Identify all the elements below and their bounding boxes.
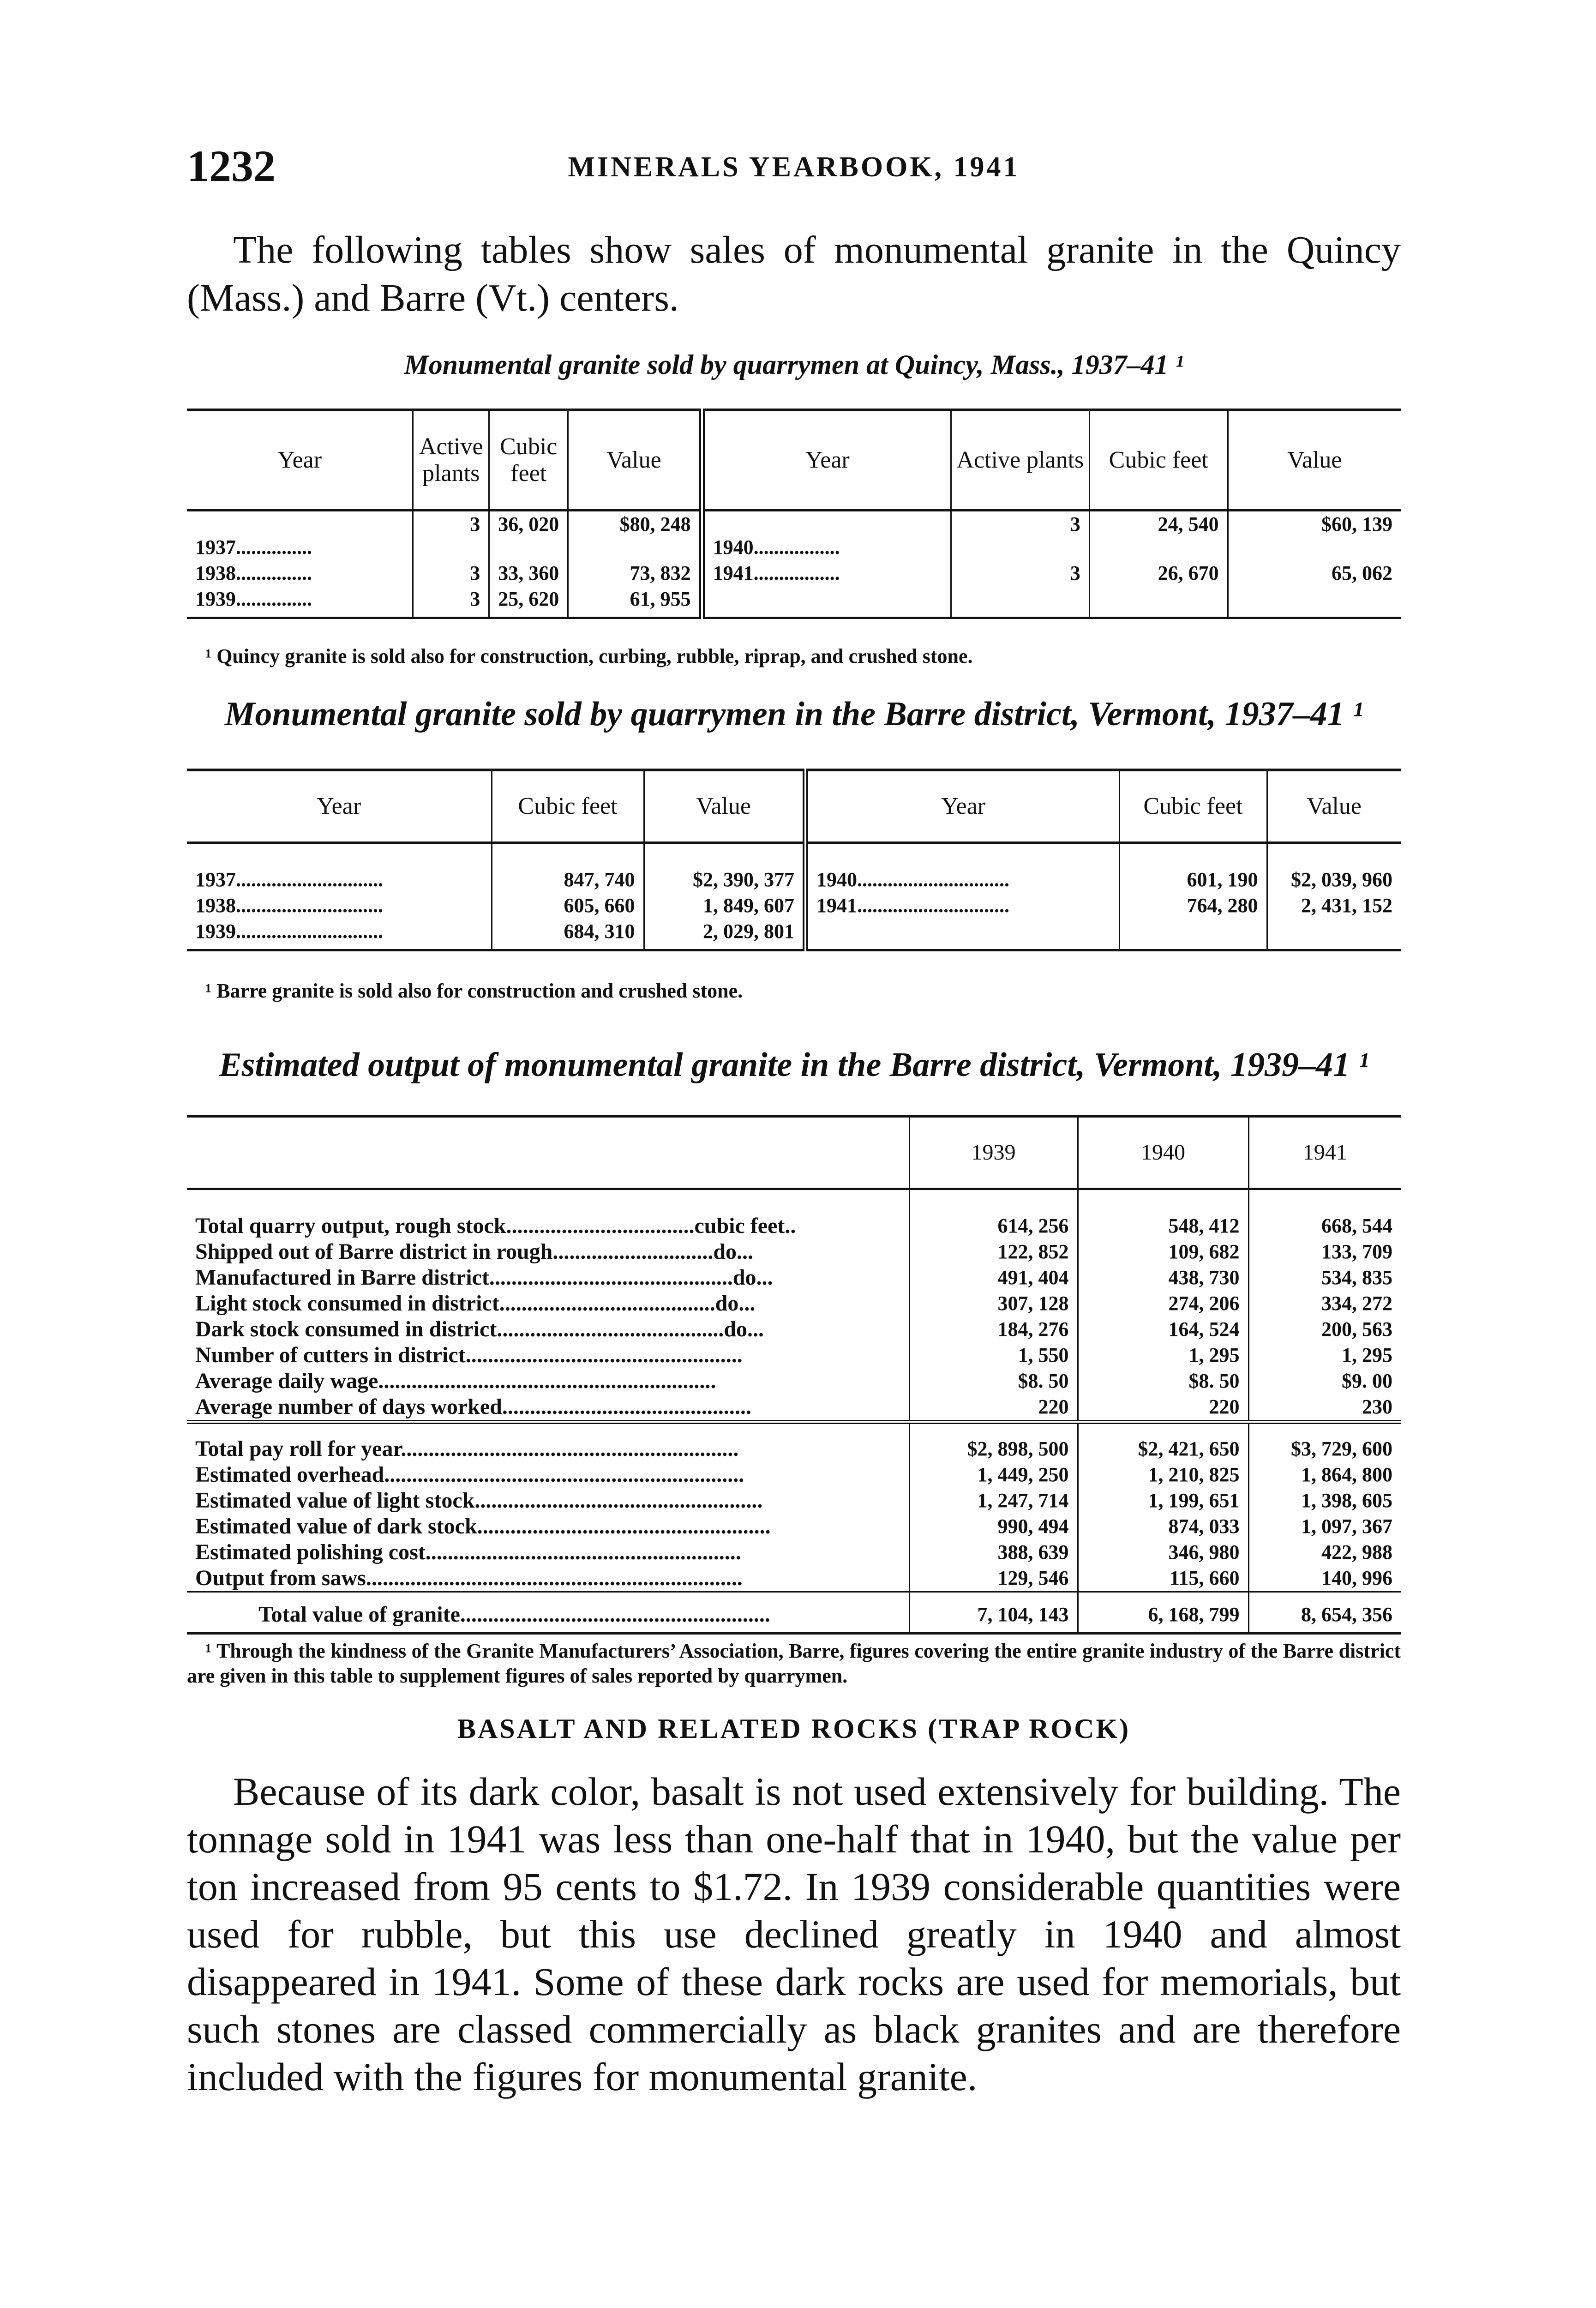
row-label: Output from saws.................................................................... bbox=[195, 1566, 743, 1590]
table-row bbox=[187, 1316, 1401, 1342]
row-label: Total pay roll for year............................................................. bbox=[187, 1422, 909, 1462]
value-1939: $8. 50 bbox=[909, 1368, 1078, 1394]
value-cell: 2, 431, 152 bbox=[1267, 893, 1401, 919]
cubic-feet-cell: 764, 280 bbox=[1119, 893, 1267, 919]
value-1940: $8. 50 bbox=[1078, 1368, 1248, 1394]
value-1941: 133, 709 bbox=[1248, 1239, 1401, 1265]
col-header: Year bbox=[277, 447, 322, 473]
quincy-table bbox=[187, 409, 1401, 619]
row-label: Estimated polishing cost......................................................... bbox=[195, 1540, 741, 1564]
value-cell: $80, 248 bbox=[568, 511, 702, 561]
year-cell: 1937............... bbox=[195, 536, 312, 559]
table-row bbox=[187, 1368, 1401, 1394]
table1-footnote: ¹ Quincy granite is sold also for construction, curbing, rubble, riprap, and crushed stone. bbox=[205, 645, 973, 667]
value-1941: 422, 988 bbox=[1248, 1539, 1401, 1565]
table-header-row bbox=[187, 770, 1401, 843]
cubic-feet-cell: 33, 360 bbox=[489, 560, 568, 586]
value-1940: 346, 980 bbox=[1078, 1539, 1248, 1565]
table-row bbox=[187, 1342, 1401, 1368]
empty-cell bbox=[1267, 919, 1401, 950]
year-cell: 1940................. bbox=[702, 511, 951, 561]
col-header: 1939 bbox=[909, 1116, 1078, 1189]
col-header: Value bbox=[644, 770, 805, 843]
value-1940: 1, 210, 825 bbox=[1078, 1462, 1248, 1488]
value-cell: 73, 832 bbox=[568, 560, 702, 586]
value-1941: 1, 398, 605 bbox=[1248, 1488, 1401, 1514]
plants-cell: 3 bbox=[413, 586, 489, 618]
table-row bbox=[187, 1265, 1401, 1291]
value-1940: 438, 730 bbox=[1078, 1265, 1248, 1291]
table-row bbox=[187, 1488, 1401, 1514]
value-1939: 1, 550 bbox=[909, 1342, 1078, 1368]
table2-caption: Monumental granite sold by quarrymen in the Barre district, Vermont, 1937–41 ¹ bbox=[224, 695, 1363, 733]
value-1939: 1, 449, 250 bbox=[909, 1462, 1078, 1488]
table3-footnote: ¹ Through the kindness of the Granite Manufacturers’ Association, Barre, figures covering the entire granite industry of the Barre district are given in this table to supplement figures of sales reported by quarrymen. bbox=[187, 1640, 1401, 1687]
empty-cell bbox=[1228, 586, 1401, 618]
cubic-feet-cell: 36, 020 bbox=[489, 511, 568, 561]
value-1940: 874, 033 bbox=[1078, 1514, 1248, 1539]
cubic-feet-cell: 847, 740 bbox=[492, 843, 644, 893]
table-row bbox=[187, 919, 1401, 950]
year-cell: 1941.............................. bbox=[805, 893, 1119, 919]
value-1940: $2, 421, 650 bbox=[1078, 1422, 1248, 1462]
table-header-row bbox=[187, 410, 1401, 511]
col-header: 1941 bbox=[1248, 1116, 1401, 1189]
value-1939: 184, 276 bbox=[909, 1316, 1078, 1342]
plants-cell: 3 bbox=[951, 511, 1089, 561]
table-row bbox=[187, 511, 1401, 561]
value-1941: 534, 835 bbox=[1248, 1265, 1401, 1291]
value-1941: 334, 272 bbox=[1248, 1291, 1401, 1316]
table-row bbox=[187, 1394, 1401, 1422]
value-1940: 274, 206 bbox=[1078, 1291, 1248, 1316]
value-1940: 115, 660 bbox=[1078, 1565, 1248, 1592]
col-header: Cubic feet bbox=[489, 410, 568, 511]
col-header: Cubic feet bbox=[1089, 410, 1228, 511]
value-1939: 122, 852 bbox=[909, 1239, 1078, 1265]
value-1939: 7, 104, 143 bbox=[909, 1592, 1078, 1634]
value-1939: 220 bbox=[909, 1394, 1078, 1422]
value-1941: 230 bbox=[1248, 1394, 1401, 1422]
table1-caption: Monumental granite sold by quarrymen at Quincy, Mass., 1937–41 ¹ bbox=[404, 349, 1184, 380]
cubic-feet-cell: 24, 540 bbox=[1089, 511, 1228, 561]
section-paragraph: Because of its dark color, basalt is not used extensively for building. The tonnage sold in 1941 was less than one-half that in 1940, but the value per ton increased from 95 cents to $1.72. In 1939 considerable quantities were used for rubble, but this use declined greatly in 1940 and almost disappeared in 1941. Some of these dark rocks are used for memorials, but such stones are classed commercially as black granites and are therefore included with the figures for monumental granite. bbox=[187, 1769, 1401, 2099]
col-header: Active plants bbox=[951, 410, 1089, 511]
value-1941: 8, 654, 356 bbox=[1248, 1592, 1401, 1634]
table-row bbox=[187, 1422, 1401, 1462]
col-header: Year bbox=[805, 770, 1119, 843]
row-label: Estimated value of dark stock..................................................... bbox=[195, 1514, 771, 1539]
plants-cell: 3 bbox=[951, 560, 1089, 586]
row-label: Light stock consumed in district.......................................do... bbox=[195, 1291, 756, 1316]
empty-cell bbox=[1119, 919, 1267, 950]
section-heading: BASALT AND RELATED ROCKS (TRAP ROCK) bbox=[457, 1713, 1131, 1744]
value-1940: 6, 168, 799 bbox=[1078, 1592, 1248, 1634]
value-1941: 1, 097, 367 bbox=[1248, 1514, 1401, 1539]
value-1941: 668, 544 bbox=[1248, 1189, 1401, 1239]
value-cell: 61, 955 bbox=[568, 586, 702, 618]
value-1939: $2, 898, 500 bbox=[909, 1422, 1078, 1462]
row-label: Manufactured in Barre district............................................do... bbox=[195, 1265, 773, 1290]
col-header: Value bbox=[1267, 770, 1401, 843]
table-row bbox=[187, 1291, 1401, 1316]
page-number: 1232 bbox=[187, 141, 276, 191]
col-header: Year bbox=[702, 410, 951, 511]
value-1939: 614, 256 bbox=[909, 1189, 1078, 1239]
table-row bbox=[187, 1565, 1401, 1592]
table-row bbox=[187, 586, 1401, 618]
col-header: Cubic feet bbox=[1119, 770, 1267, 843]
value-1940: 109, 682 bbox=[1078, 1239, 1248, 1265]
value-1940: 220 bbox=[1078, 1394, 1248, 1422]
row-label: Total quarry output, rough stock..................................cubic feet.. bbox=[195, 1214, 796, 1238]
table3-caption: Estimated output of monumental granite in the Barre district, Vermont, 1939–41 ¹ bbox=[219, 1046, 1369, 1084]
year-cell: 1941................. bbox=[702, 560, 951, 586]
table-row bbox=[187, 1514, 1401, 1539]
col-header bbox=[187, 1116, 909, 1189]
col-header: 1940 bbox=[1078, 1116, 1248, 1189]
table2-footnote: ¹ Barre granite is sold also for construction and crushed stone. bbox=[205, 980, 743, 1002]
row-label: Dark stock consumed in district.........................................do... bbox=[195, 1317, 764, 1341]
value-1940: 164, 524 bbox=[1078, 1316, 1248, 1342]
value-1939: 129, 546 bbox=[909, 1565, 1078, 1592]
row-label: Number of cutters in district.................................................. bbox=[195, 1343, 743, 1367]
table-row bbox=[187, 560, 1401, 586]
plants-cell: 3 bbox=[413, 560, 489, 586]
cubic-feet-cell: 684, 310 bbox=[492, 919, 644, 950]
value-1941: 1, 295 bbox=[1248, 1342, 1401, 1368]
table-row bbox=[187, 1539, 1401, 1565]
table-row-total bbox=[187, 1592, 1401, 1634]
col-header: Year bbox=[317, 793, 361, 819]
value-cell: 65, 062 bbox=[1228, 560, 1401, 586]
value-1940: 1, 199, 651 bbox=[1078, 1488, 1248, 1514]
row-label: Average daily wage............................................................. bbox=[195, 1369, 716, 1393]
value-cell: 1, 849, 607 bbox=[644, 893, 805, 919]
empty-cell bbox=[951, 586, 1089, 618]
value-cell: 2, 029, 801 bbox=[644, 919, 805, 950]
value-1939: 307, 128 bbox=[909, 1291, 1078, 1316]
barre-output-table bbox=[187, 1115, 1401, 1635]
value-1940: 1, 295 bbox=[1078, 1342, 1248, 1368]
col-header: Active plants bbox=[413, 410, 489, 511]
year-cell: 1940.............................. bbox=[805, 843, 1119, 893]
year-cell: 1939............... bbox=[195, 588, 312, 610]
year-cell: 1937............................. bbox=[195, 868, 383, 891]
empty-cell bbox=[702, 586, 951, 618]
value-1939: 388, 639 bbox=[909, 1539, 1078, 1565]
empty-cell bbox=[1089, 586, 1228, 618]
plants-cell: 3 bbox=[413, 511, 489, 561]
cubic-feet-cell: 605, 660 bbox=[492, 893, 644, 919]
barre-table bbox=[187, 769, 1401, 951]
row-label: Estimated value of light stock.................................................... bbox=[195, 1488, 763, 1513]
row-label: Estimated overhead................................................................. bbox=[195, 1462, 744, 1487]
col-header: Value bbox=[1228, 410, 1401, 511]
value-1939: 491, 404 bbox=[909, 1265, 1078, 1291]
intro-paragraph: The following tables show sales of monumental granite in the Quincy (Mass.) and Barre (Vt.) centers. bbox=[187, 228, 1401, 319]
table-row bbox=[187, 1239, 1401, 1265]
table-row bbox=[187, 1462, 1401, 1488]
cubic-feet-cell: 26, 670 bbox=[1089, 560, 1228, 586]
table-row bbox=[187, 893, 1401, 919]
table-header-row bbox=[187, 1116, 1401, 1189]
row-label: Shipped out of Barre district in rough.............................do... bbox=[195, 1239, 754, 1264]
value-1941: $3, 729, 600 bbox=[1248, 1422, 1401, 1462]
cubic-feet-cell: 25, 620 bbox=[489, 586, 568, 618]
table-row bbox=[187, 1189, 1401, 1239]
value-1941: 200, 563 bbox=[1248, 1316, 1401, 1342]
value-1939: 990, 494 bbox=[909, 1514, 1078, 1539]
value-1940: 548, 412 bbox=[1078, 1189, 1248, 1239]
year-cell: 1938............... bbox=[195, 562, 312, 584]
value-1941: 140, 996 bbox=[1248, 1565, 1401, 1592]
row-label: Average number of days worked............................................. bbox=[195, 1394, 751, 1419]
value-1941: $9. 00 bbox=[1248, 1368, 1401, 1394]
year-cell: 1938............................. bbox=[195, 894, 383, 917]
value-1939: 1, 247, 714 bbox=[909, 1488, 1078, 1514]
value-1941: 1, 864, 800 bbox=[1248, 1462, 1401, 1488]
empty-cell bbox=[805, 919, 1119, 950]
value-cell: $2, 039, 960 bbox=[1267, 843, 1401, 893]
col-header: Cubic feet bbox=[492, 770, 644, 843]
year-cell: 1939............................. bbox=[195, 920, 383, 943]
value-cell: $60, 139 bbox=[1228, 511, 1401, 561]
value-cell: $2, 390, 377 bbox=[644, 843, 805, 893]
table-row bbox=[187, 843, 1401, 893]
cubic-feet-cell: 601, 190 bbox=[1119, 843, 1267, 893]
page-header bbox=[187, 138, 1401, 194]
col-header: Value bbox=[568, 410, 702, 511]
row-label: Total value of granite........................................................ bbox=[187, 1592, 909, 1634]
running-head: MINERALS YEARBOOK, 1941 bbox=[568, 151, 1020, 183]
